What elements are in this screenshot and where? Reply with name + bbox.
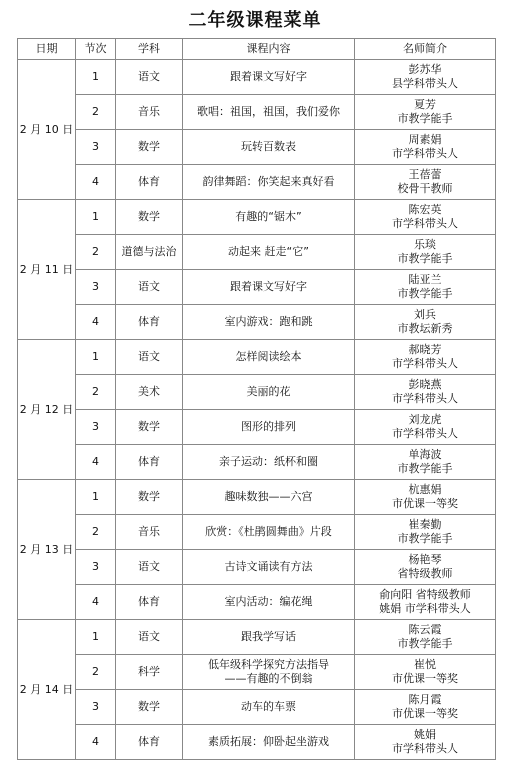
teacher-cell	[355, 95, 496, 130]
subject-cell: 数学	[116, 690, 183, 725]
subject-cell: 音乐	[116, 515, 183, 550]
content-cell	[183, 375, 355, 410]
teacher-cell	[355, 655, 496, 690]
teacher-cell	[355, 480, 496, 515]
content-line: 室内活动：编花绳	[224, 595, 313, 608]
subject-cell: 语文	[116, 270, 183, 305]
subject-cell: 体育	[116, 445, 183, 480]
table-row	[18, 235, 496, 270]
header-content: 课程内容	[183, 39, 355, 60]
teacher-line: 县学科带头人	[392, 77, 458, 90]
teacher-line: 市学科带头人	[392, 742, 458, 755]
header-period: 节次	[76, 39, 116, 60]
page-title: 二年级课程菜单	[188, 10, 322, 31]
teacher-line: 乐琰	[414, 238, 436, 251]
teacher-line: 市教学能手	[397, 462, 453, 475]
header-teacher: 名师简介	[355, 39, 496, 60]
content-cell	[183, 60, 355, 95]
period-cell: 4	[76, 725, 116, 760]
table-row	[18, 480, 496, 515]
content-line: 韵律舞蹈：你笑起来真好看	[202, 175, 335, 188]
subject-cell: 数学	[116, 200, 183, 235]
subject-cell: 体育	[116, 305, 183, 340]
content-cell	[183, 550, 355, 585]
teacher-line: 市教学能手	[397, 252, 453, 265]
table-row	[18, 550, 496, 585]
content-cell	[183, 95, 355, 130]
content-cell	[183, 410, 355, 445]
content-line: 跟着课文写好字	[230, 70, 307, 83]
subject-cell: 体育	[116, 725, 183, 760]
header-subject: 学科	[116, 39, 183, 60]
teacher-cell	[355, 340, 496, 375]
table-row	[18, 165, 496, 200]
teacher-line: 夏芳	[414, 98, 436, 111]
teacher-line: 刘兵	[414, 308, 436, 321]
content-cell	[183, 165, 355, 200]
table-row	[18, 305, 496, 340]
teacher-cell	[355, 375, 496, 410]
content-cell	[183, 235, 355, 270]
period-cell: 4	[76, 165, 116, 200]
content-cell	[183, 620, 355, 655]
teacher-line: 杨艳琴	[408, 553, 442, 566]
date-cell: 2 月 12 日	[18, 340, 76, 480]
teacher-line: 校骨干教师	[397, 182, 453, 195]
content-line: ——有趣的不倒翁	[224, 672, 313, 685]
period-cell: 4	[76, 305, 116, 340]
content-line: 怎样阅读绘本	[235, 350, 302, 363]
table-row	[18, 375, 496, 410]
content-line: 欣赏：《杜鹃圆舞曲》片段	[205, 525, 332, 538]
period-cell: 3	[76, 130, 116, 165]
teacher-line: 省特级教师	[397, 567, 453, 580]
teacher-line: 市教学能手	[397, 287, 453, 300]
table-row	[18, 130, 496, 165]
content-cell	[183, 585, 355, 620]
teacher-line: 崔秦勤	[408, 518, 442, 531]
content-cell	[183, 515, 355, 550]
subject-cell: 数学	[116, 480, 183, 515]
subject-cell: 语文	[116, 60, 183, 95]
date-cell: 2 月 10 日	[18, 60, 76, 200]
teacher-cell	[355, 60, 496, 95]
table-row	[18, 95, 496, 130]
subject-cell: 体育	[116, 585, 183, 620]
content-line: 室内游戏：跑和跳	[224, 315, 313, 328]
teacher-line: 俞向阳 省特级教师	[379, 588, 471, 601]
subject-cell: 道德与法治	[116, 235, 183, 270]
table-row	[18, 60, 496, 95]
table-row	[18, 585, 496, 620]
table-row	[18, 270, 496, 305]
header-date: 日期	[18, 39, 76, 60]
period-cell: 2	[76, 95, 116, 130]
period-cell: 1	[76, 620, 116, 655]
table-row	[18, 620, 496, 655]
teacher-line: 郝晓芳	[408, 343, 442, 356]
teacher-line: 市教学能手	[397, 532, 453, 545]
period-cell: 2	[76, 515, 116, 550]
teacher-line: 市学科带头人	[392, 427, 458, 440]
content-cell	[183, 200, 355, 235]
period-cell: 3	[76, 270, 116, 305]
teacher-cell	[355, 270, 496, 305]
teacher-line: 姚娟 市学科带头人	[379, 602, 471, 615]
table-row	[18, 445, 496, 480]
table-row	[18, 410, 496, 445]
teacher-line: 市学科带头人	[392, 147, 458, 160]
content-line: 低年级科学探究方法指导	[208, 658, 329, 671]
teacher-line: 刘龙虎	[408, 413, 442, 426]
content-line: 图形的排列	[241, 420, 296, 433]
content-line: 古诗文诵读有方法	[224, 560, 313, 573]
teacher-line: 姚娟	[414, 728, 436, 741]
subject-cell: 科学	[116, 655, 183, 690]
teacher-line: 彭苏华	[408, 63, 442, 76]
table-row	[18, 655, 496, 690]
teacher-line: 杭惠娟	[408, 483, 442, 496]
teacher-line: 市优课一等奖	[392, 497, 458, 510]
teacher-line: 王蓓蕾	[408, 168, 442, 181]
teacher-cell	[355, 305, 496, 340]
teacher-line: 崔悦	[414, 658, 436, 671]
content-line: 玩转百数表	[241, 140, 296, 153]
schedule-body	[18, 60, 496, 760]
teacher-cell	[355, 200, 496, 235]
teacher-line: 彭晓燕	[408, 378, 442, 391]
subject-cell: 数学	[116, 410, 183, 445]
period-cell: 2	[76, 235, 116, 270]
schedule-table	[17, 38, 496, 760]
period-cell: 4	[76, 445, 116, 480]
teacher-cell	[355, 690, 496, 725]
table-row	[18, 725, 496, 760]
teacher-line: 陈云霞	[408, 623, 442, 636]
period-cell: 4	[76, 585, 116, 620]
date-cell: 2 月 11 日	[18, 200, 76, 340]
table-row	[18, 340, 496, 375]
content-line: 亲子运动：纸杯和圈	[219, 455, 318, 468]
teacher-line: 市教坛新秀	[397, 322, 453, 335]
subject-cell: 语文	[116, 620, 183, 655]
teacher-cell	[355, 550, 496, 585]
date-cell: 2 月 14 日	[18, 620, 76, 760]
teacher-cell	[355, 130, 496, 165]
teacher-line: 陈月霞	[408, 693, 442, 706]
period-cell: 1	[76, 200, 116, 235]
teacher-line: 市学科带头人	[392, 217, 458, 230]
period-cell: 1	[76, 480, 116, 515]
content-line: 跟着课文写好字	[230, 280, 307, 293]
period-cell: 2	[76, 655, 116, 690]
teacher-cell	[355, 620, 496, 655]
teacher-line: 单海波	[408, 448, 442, 461]
content-line: 动起来 赶走“它”	[228, 245, 309, 258]
subject-cell: 语文	[116, 340, 183, 375]
teacher-cell	[355, 165, 496, 200]
teacher-cell	[355, 725, 496, 760]
content-cell	[183, 340, 355, 375]
subject-cell: 体育	[116, 165, 183, 200]
content-cell	[183, 305, 355, 340]
teacher-cell	[355, 235, 496, 270]
table-row	[18, 200, 496, 235]
teacher-line: 陆亚兰	[408, 273, 442, 286]
teacher-cell	[355, 515, 496, 550]
content-line: 跟我学写话	[241, 630, 296, 643]
table-row	[18, 515, 496, 550]
teacher-line: 市教学能手	[397, 637, 453, 650]
period-cell: 3	[76, 410, 116, 445]
content-line: 素质拓展：仰卧起坐游戏	[208, 735, 329, 748]
teacher-line: 周素娟	[408, 133, 442, 146]
subject-cell: 音乐	[116, 95, 183, 130]
teacher-cell	[355, 445, 496, 480]
teacher-cell	[355, 585, 496, 620]
content-cell	[183, 270, 355, 305]
teacher-line: 市优课一等奖	[392, 707, 458, 720]
content-cell	[183, 725, 355, 760]
teacher-line: 市学科带头人	[392, 357, 458, 370]
teacher-line: 陈宏英	[408, 203, 442, 216]
period-cell: 3	[76, 550, 116, 585]
header-row	[18, 39, 496, 60]
teacher-cell	[355, 410, 496, 445]
content-line: 美丽的花	[246, 385, 291, 398]
period-cell: 1	[76, 60, 116, 95]
content-line: 有趣的“锯木”	[235, 210, 302, 223]
content-line: 歌唱：祖国，祖国，我们爱你	[197, 105, 340, 118]
content-cell	[183, 130, 355, 165]
subject-cell: 美术	[116, 375, 183, 410]
subject-cell: 数学	[116, 130, 183, 165]
content-cell	[183, 445, 355, 480]
subject-cell: 语文	[116, 550, 183, 585]
period-cell: 2	[76, 375, 116, 410]
content-cell	[183, 690, 355, 725]
teacher-line: 市优课一等奖	[392, 672, 458, 685]
teacher-line: 市教学能手	[397, 112, 453, 125]
content-line: 动车的车票	[241, 700, 296, 713]
period-cell: 3	[76, 690, 116, 725]
content-cell	[183, 480, 355, 515]
period-cell: 1	[76, 340, 116, 375]
date-cell: 2 月 13 日	[18, 480, 76, 620]
table-row	[18, 690, 496, 725]
content-cell	[183, 655, 355, 690]
content-line: 趣味数独——六宫	[224, 490, 313, 503]
teacher-line: 市学科带头人	[392, 392, 458, 405]
